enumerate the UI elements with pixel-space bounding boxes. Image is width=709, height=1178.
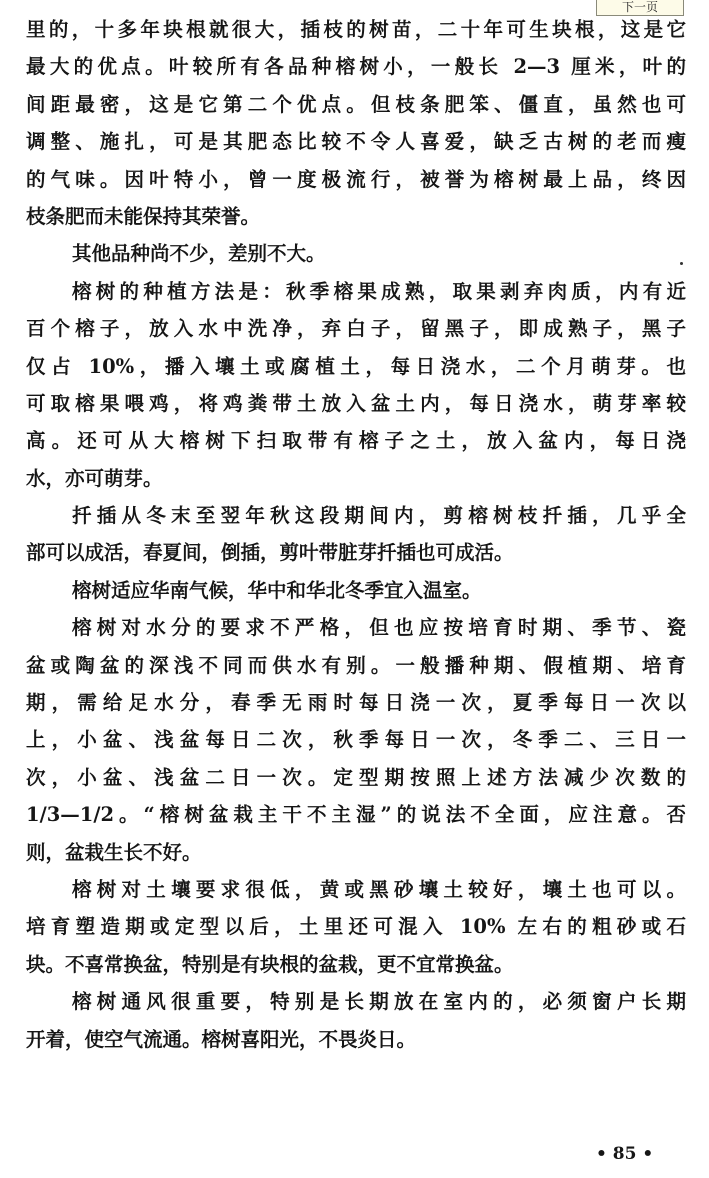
scan-speck (680, 262, 683, 265)
text-line: 仅占 10%，播入壤土或腐植土，每日浇水，二个月萌芽。也 (26, 354, 686, 378)
paragraph-first-line: 其他品种尚不少，差别不大。 (72, 242, 326, 266)
text-line: 可取榕果喂鸡，将鸡粪带土放入盆土内，每日浇水，萌芽率较 (26, 391, 686, 415)
text-line: 里的，十多年块根就很大，插枝的树苗，二十年可生块根，这是它 (26, 18, 686, 41)
paragraph-first-line: 榕树对水分的要求不严格，但也应按培育时期、季节、瓷 (72, 616, 686, 640)
text-line: 水，亦可萌芽。 (26, 466, 163, 490)
text-line: 培育塑造期或定型以后，土里还可混入 10% 左右的粗砂或石 (26, 915, 686, 939)
text-line: 间距最密，这是它第二个优点。但枝条肥笨、僵直，虽然也可 (26, 92, 686, 116)
text-line: 百个榕子，放入水中洗净，弃白子，留黑子，即成熟子，黑子 (26, 317, 686, 341)
paragraph-first-line: 榕树通风很重要，特别是长期放在室内的，必须窗户长期 (72, 990, 686, 1014)
text-line: 最大的优点。叶较所有各品种榕树小，一般长 2—3 厘米，叶的 (26, 55, 686, 79)
page-body (26, 11, 686, 1058)
paragraph-first-line: 榕树适应华南气候，华中和华北冬季宜入温室。 (72, 578, 482, 602)
page-number: • 85 • (596, 1144, 654, 1164)
text-line: 上，小盆、浅盆每日二次，秋季每日一次，冬季二、三日一 (26, 728, 686, 752)
text-line: 高。还可从大榕树下扫取带有榕子之土，放入盆内，每日浇 (26, 429, 686, 453)
text-line: 调整、施扎，可是其肥态比较不令人喜爱，缺乏古树的老而瘦 (26, 130, 686, 154)
text-line: 枝条肥而未能保持其荣誉。 (26, 204, 261, 228)
text-line: 开着，使空气流通。榕树喜阳光，不畏炎日。 (26, 1027, 417, 1051)
text-line: 期，需给足水分，春季无雨时每日浇一次，夏季每日一次以 (26, 691, 686, 715)
next-page-button[interactable]: 下一页 (596, 0, 684, 16)
text-line: 的气味。因叶特小，曾一度极流行，被誉为榕树最上品，终因 (26, 167, 686, 191)
text-line: 则，盆栽生长不好。 (26, 840, 202, 864)
paragraph-first-line: 扦插从冬末至翌年秋这段期间内，剪榕树枝扦插，几乎全 (72, 504, 686, 528)
text-line: 次，小盆、浅盆二日一次。定型期按照上述方法减少次数的 (26, 765, 686, 789)
paragraph-first-line: 榕树对土壤要求很低，黄或黑砂壤土较好，壤土也可以。 (72, 877, 686, 901)
text-line: 盆或陶盆的深浅不同而供水有别。一般播种期、假植期、培育 (26, 653, 686, 677)
text-line: 1/3—1/2。“榕树盆栽主干不主湿”的说法不全面，应注意。否 (26, 803, 686, 827)
text-line: 块。不喜常换盆，特别是有块根的盆栽，更不宜常换盆。 (26, 952, 514, 976)
text-line: 部可以成活，春夏间，倒插，剪叶带脏芽扦插也可成活。 (26, 541, 514, 565)
paragraph-first-line: 榕树的种植方法是：秋季榕果成熟，取果剥弃肉质，内有近 (72, 279, 686, 303)
